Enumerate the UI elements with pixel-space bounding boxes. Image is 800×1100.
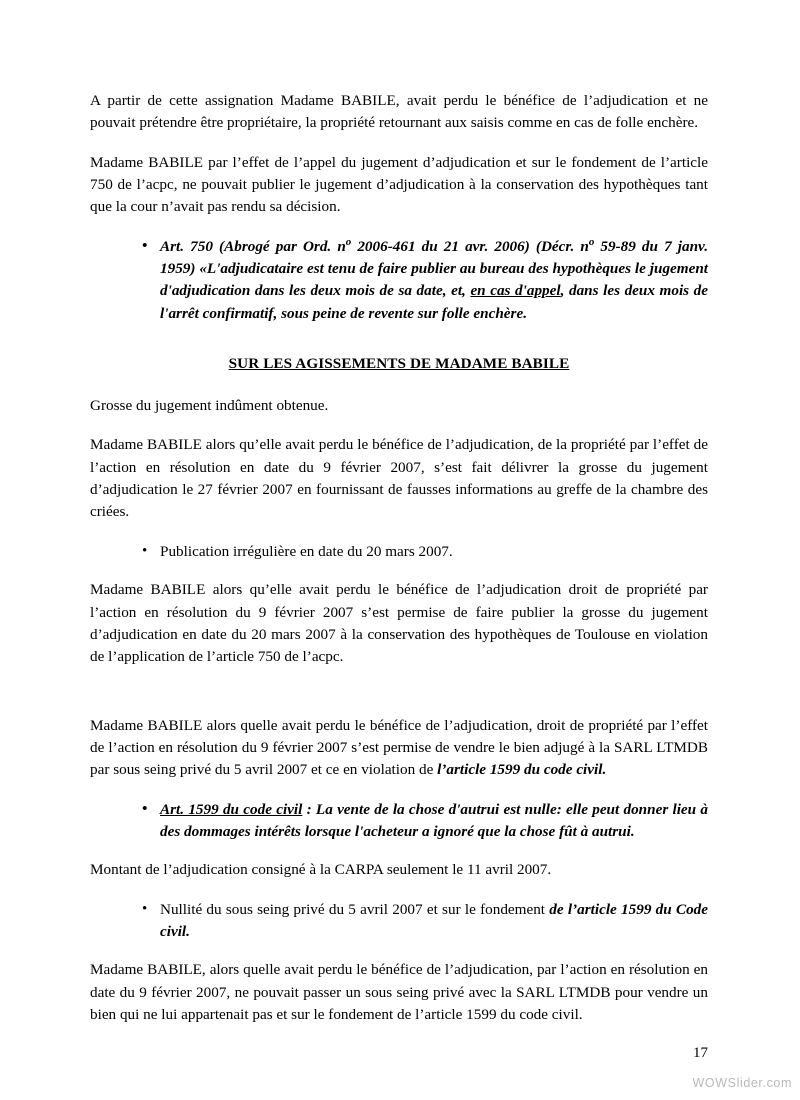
art750-superscript-1: o [345,235,352,248]
bullet-list-art-750 [90,236,708,325]
nullite-article-1599-emphasis: de l’article 1599 du Code civil. [160,900,709,940]
paragraph-montant-carpa: Montant de l’adjudication consigné à la CARPA seulement le 11 avril 2007. [90,861,552,879]
bullet-item-publication-irreguliere: • Publication irrégulière en date du 20 mars 2007. [142,541,708,563]
art750-segment-4: , dans les deux mois de l'arrêt confirmatif, sous peine de revente sur folle enchère. [160,282,708,322]
bullet-list-art-1599 [90,799,708,844]
paragraph-assignation: A partir de cette assignation Madame BABILE, avait perdu le bénéfice de l’adjudication et ne pouvait prétendre être propriétaire, la propriété retournant aux saisis comme en cas de folle enchère. [90,92,708,132]
art750-superscript-2: o [588,235,595,248]
art750-underlined-phrase: en cas d'appel [470,282,561,300]
paragraph-publication-toulouse: Madame BABILE alors qu’elle avait perdu le bénéfice de l’adjudication droit de propriété par l’action en résolution du 9 février 2007 s’est permise de faire publier la grosse du jugement d’adjudication en date du 20 mars 2007 à la conservation des hypothèques de Toulouse en violation de l’application de l’article 750 de l’acpc. [90,581,708,666]
page-title: SUR LES AGISSEMENTS DE MADAME BABILE [228,355,570,373]
section-heading-wrapper [90,341,708,373]
vente-text-before-emphasis: Madame BABILE alors quelle avait perdu le bénéfice de l’adjudication, droit de propriété par l’effet de l’action en résolution du 9 février 2007 s’est permise de vendre le bien adjugé à la SARL LTMDB par sous seing privé du 5 avril 2007 et ce en violation de [90,716,708,779]
art750-segment-2: 2006-461 du 21 avr. 2006) (Décr. n [351,237,589,255]
watermark-label: WOWSlider.com [692,1076,792,1090]
paragraph-grosse-jugement: Grosse du jugement indûment obtenue. [90,397,329,415]
paragraph-grosse-delivrance: Madame BABILE alors qu’elle avait perdu le bénéfice de l’adjudication, de la propriété par l’effet de l’action en résolution en date du 9 février 2007, s’est fait délivrer la grosse du jugement d’adjudication le 27 février 2007 en fournissant de fausses informations au greffe de la chambre des criées. [90,436,708,521]
bullet-item-art-1599 [142,799,708,844]
art750-segment-1: Art. 750 (Abrogé par Ord. n [160,237,346,255]
art1599-underlined-title: Art. 1599 du code civil [160,800,303,818]
page-number: 17 [693,1045,708,1061]
nullite-text-before-emphasis: Nullité du sous seing privé du 5 avril 2007 et sur le fondement [160,900,550,918]
paragraph-vente-sarl-ltmdb [90,715,708,782]
bullet-item-art-750 [142,236,708,325]
art1599-body: : La vente de la chose d'autrui est nulle: elle peut donner lieu à des dommages intérêts lorsque l'acheteur a ignoré que la chose fût à autrui. [160,800,708,840]
paragraph-appel-article-750: Madame BABILE par l’effet de l’appel du jugement d’adjudication et sur le fondement de l’article 750 de l’acpc, ne pouvait publier le jugement d’adjudication à la conservation des hypothèques tant que la cour n’avait pas rendu sa décision. [90,153,708,216]
art750-segment-3: 59-89 du 7 janv. 1959) «L'adjudicataire est tenu de faire publier au bureau des hypothèques le jugement d'adjudication dans les deux mois de sa date, et, [160,237,708,300]
bullet-list-publication [90,541,708,563]
bullet-item-nullite-sous-seing [142,899,708,944]
paragraph-sous-seing-prive-final: Madame BABILE, alors quelle avait perdu le bénéfice de l’adjudication, par l’action en résolution en date du 9 février 2007, ne pouvait passer un sous seing privé avec la SARL LTMDB pour vendre un bien qui ne lui appartenait pas et sur le fondement de l’article 1599 du code civil. [90,961,708,1023]
bullet-list-nullite [90,899,708,944]
vente-article-1599-emphasis: l’article 1599 du code civil. [437,761,607,779]
document-body [90,90,708,1043]
